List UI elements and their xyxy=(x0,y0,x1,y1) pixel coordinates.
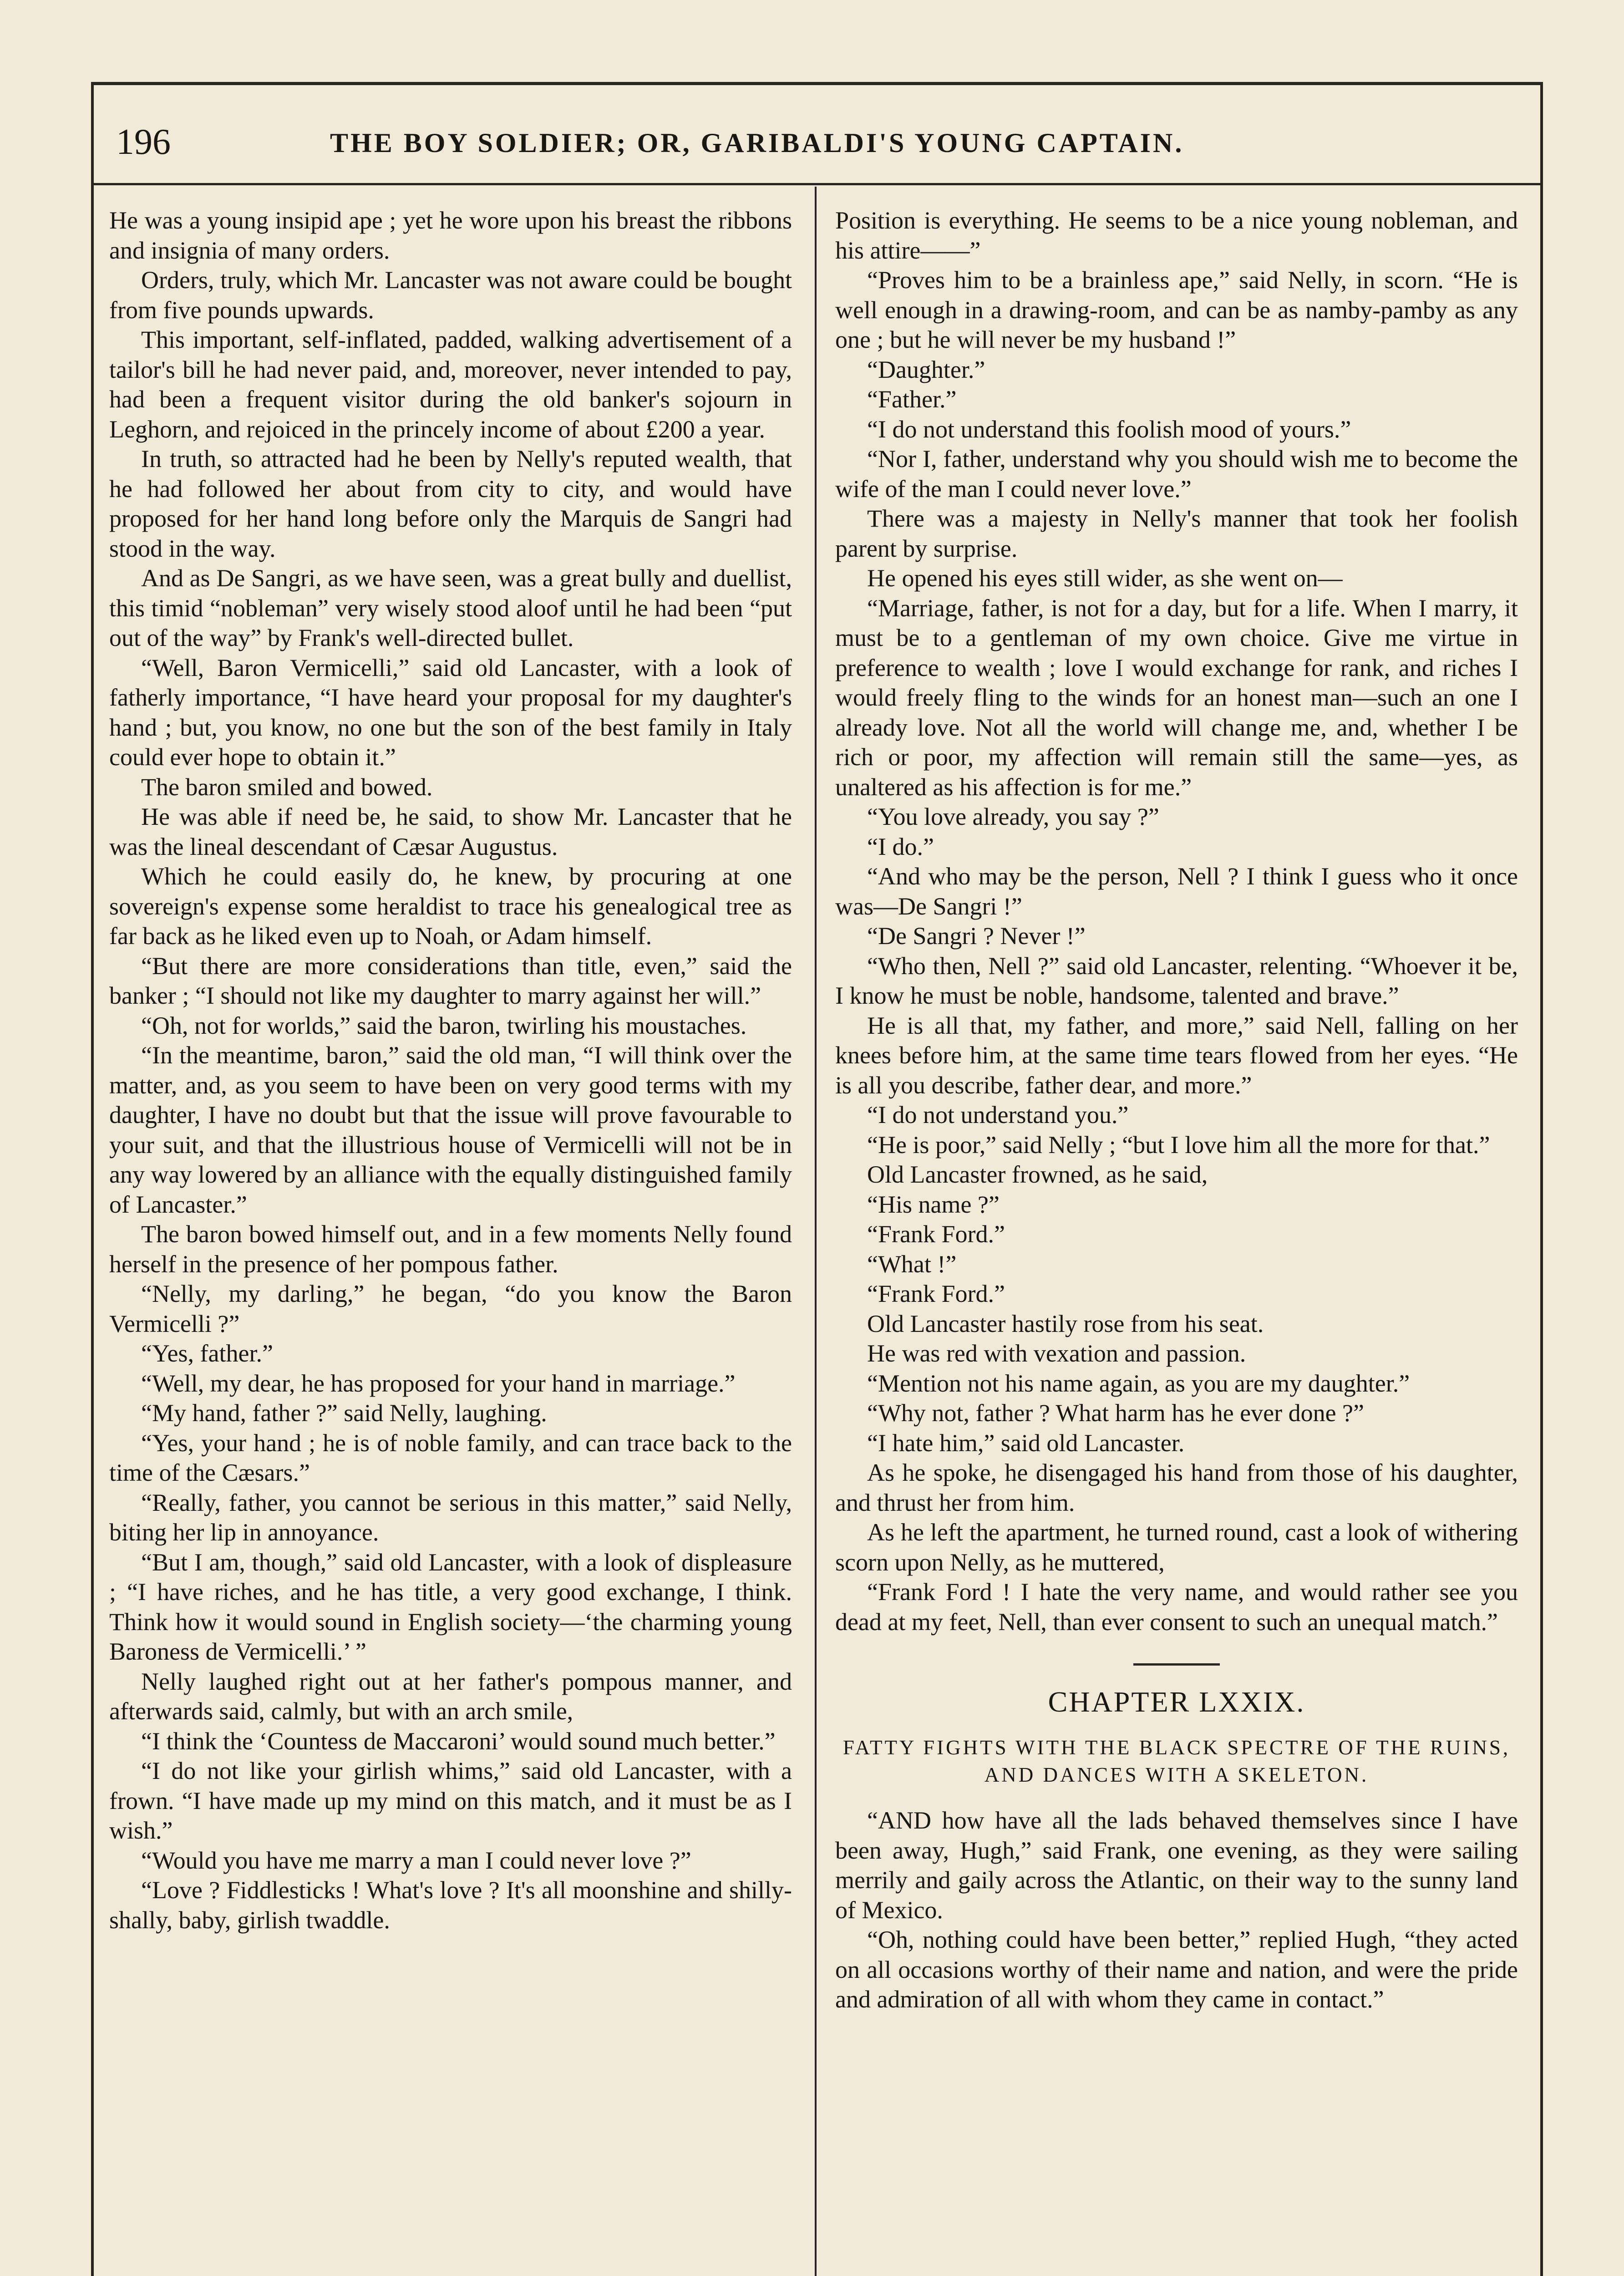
paragraph: “Yes, father.” xyxy=(141,1340,273,1367)
paragraph: “Well, my dear, he has proposed for your hand in marriage.” xyxy=(141,1369,736,1397)
paragraph: “But there are more considerations than title, even,” said the banker ; “I should not like my daughter to marry against her will.” xyxy=(109,952,792,1009)
paragraph: And as De Sangri, as we have seen, was a great bully and duellist, this timid “nobleman” very wisely stood aloof until he had been “put out of the way” by Frank's well-directed bullet. xyxy=(109,564,792,651)
paragraph: “You love already, you say ?” xyxy=(867,803,1159,830)
paragraph: There was a majesty in Nelly's manner that took her foolish parent by surprise. xyxy=(835,505,1518,562)
paragraph: “Marriage, father, is not for a day, but for a life. When I marry, it must be to a gentleman of my own choice. Give me virtue in preference to wealth ; love I would exchange for rank, and riches I would freely fling to the winds for an honest man—such an one I already love. Not all the world will change me, and, whether I be rich or poor, my affection will remain still the same—yes, as unaltered as his affection is for me.” xyxy=(835,594,1518,801)
paragraph: Which he could easily do, he knew, by procuring at one sovereign's expense some heraldist to trace his genealogical tree as far back as he liked even up to Noah, or Adam himself. xyxy=(109,863,792,950)
paragraph: “Frank Ford.” xyxy=(867,1220,1005,1248)
paragraph: As he spoke, he disengaged his hand from those of his daughter, and thrust her from him. xyxy=(835,1459,1518,1516)
paragraph: “Yes, your hand ; he is of noble family, and can trace back to the time of the Cæsars.” xyxy=(109,1429,792,1486)
paragraph: “What !” xyxy=(867,1250,957,1278)
paragraph: “Oh, not for worlds,” said the baron, twirling his moustaches. xyxy=(141,1011,747,1039)
column-divider xyxy=(815,187,817,2276)
paragraph: “I do not understand this foolish mood of yours.” xyxy=(867,415,1351,443)
paragraph: “Why not, father ? What harm has he ever done ?” xyxy=(867,1399,1364,1427)
paragraph: “De Sangri ? Never !” xyxy=(867,922,1086,950)
paragraph: “And who may be the person, Nell ? I think I guess who it once was—De Sangri !” xyxy=(835,863,1518,920)
left-column xyxy=(109,206,792,1935)
page-number: 196 xyxy=(116,122,171,162)
paragraph: “Frank Ford.” xyxy=(867,1280,1005,1307)
paragraph: “Nor I, father, understand why you should wish me to become the wife of the man I could never love.” xyxy=(835,445,1518,503)
paragraph: “I do.” xyxy=(867,833,934,860)
paragraph: He was a young insipid ape ; yet he wore upon his breast the ribbons and insignia of many orders. xyxy=(109,207,792,264)
paragraph: “Who then, Nell ?” said old Lancaster, relenting. “Whoever it be, I know he must be noble, handsome, talented and brave.” xyxy=(835,952,1518,1009)
paragraph: The baron bowed himself out, and in a few moments Nelly found herself in the presence of her pompous father. xyxy=(109,1220,792,1278)
header-rule xyxy=(91,183,1543,185)
paragraph: “In the meantime, baron,” said the old man, “I will think over the matter, and, as you seem to have been on very good terms with my daughter, I have no doubt but that the issue will prove favourable to your suit, and that the illustrious house of Vermicelli will not be in any way lowered by an alliance with the equally distinguished family of Lancaster.” xyxy=(109,1041,792,1218)
paragraph: “Father.” xyxy=(867,386,957,413)
paragraph: “Oh, nothing could have been better,” replied Hugh, “they acted on all occasions worthy of their name and nation, and were the pride and admiration of all with whom they came in contact.” xyxy=(835,1926,1518,2013)
paragraph: “I do not like your girlish whims,” said old Lancaster, with a frown. “I have made up my mind on this match, and it must be as I wish.” xyxy=(109,1757,792,1844)
paragraph: In truth, so attracted had he been by Nelly's reputed wealth, that he had followed her about from city to city, and would have proposed for her hand long before only the Marquis de Sangri had stood in the way. xyxy=(109,445,792,562)
paragraph: The baron smiled and bowed. xyxy=(141,773,433,801)
paragraph: “AND how have all the lads behaved themselves since I have been away, Hugh,” said Frank, one evening, as they were sailing merrily and gaily across the Atlantic, on their way to the sunny land of Mexico. xyxy=(835,1807,1518,1924)
paragraph: “But I am, though,” said old Lancaster, with a look of displeasure ; “I have riches, and he has title, a very good exchange, I think. Think how it would sound in English society—‘the charming young Baroness de Vermicelli.’ ” xyxy=(109,1548,792,1665)
paragraph: Old Lancaster frowned, as he said, xyxy=(867,1161,1208,1188)
paragraph: “I do not understand you.” xyxy=(867,1101,1129,1128)
section-rule xyxy=(1133,1663,1220,1666)
paragraph: “His name ?” xyxy=(867,1190,1000,1218)
paragraph: “Well, Baron Vermicelli,” said old Lancaster, with a look of fatherly importance, “I have heard your proposal for my daughter's hand ; but, you know, no one but the son of the best family in Italy could ever hope to obtain it.” xyxy=(109,654,792,771)
paragraph: He opened his eyes still wider, as she went on— xyxy=(867,564,1343,592)
paragraph: “Mention not his name again, as you are my daughter.” xyxy=(867,1369,1410,1397)
running-title: THE BOY SOLDIER; OR, GARIBALDI'S YOUNG CAPTAIN. xyxy=(330,128,1184,158)
paragraph: Orders, truly, which Mr. Lancaster was not aware could be bought from five pounds upwards. xyxy=(109,266,792,324)
paragraph: He was red with vexation and passion. xyxy=(867,1340,1246,1367)
paragraph: “Nelly, my darling,” he began, “do you know the Baron Vermicelli ?” xyxy=(109,1280,792,1337)
paragraph: He was able if need be, he said, to show Mr. Lancaster that he was the lineal descendant of Cæsar Augustus. xyxy=(109,803,792,860)
paragraph: “I think the ‘Countess de Maccaroni’ would sound much better.” xyxy=(141,1727,776,1755)
paragraph: “Would you have me marry a man I could never love ?” xyxy=(141,1846,691,1874)
paragraph: As he left the apartment, he turned round, cast a look of withering scorn upon Nelly, as he muttered, xyxy=(835,1519,1518,1576)
paragraph: “Really, father, you cannot be serious in this matter,” said Nelly, biting her lip in annoyance. xyxy=(109,1489,792,1546)
paragraph: He is all that, my father, and more,” said Nell, falling on her knees before him, at the same time tears flowed from her eyes. “He is all you describe, father dear, and more.” xyxy=(835,1011,1518,1099)
chapter-subtitle: FATTY FIGHTS WITH THE BLACK SPECTRE OF THE RUINS, AND DANCES WITH A SKELETON. xyxy=(842,1736,1511,1786)
paragraph: “Daughter.” xyxy=(867,356,985,383)
right-column xyxy=(835,206,1518,2015)
paragraph: Old Lancaster hastily rose from his seat. xyxy=(867,1310,1264,1337)
paragraph: “Proves him to be a brainless ape,” said Nelly, in scorn. “He is well enough in a drawing-room, and can be as namby-pamby as any one ; but he will never be my husband !” xyxy=(835,266,1518,353)
paragraph: “Frank Ford ! I hate the very name, and would rather see you dead at my feet, Nell, than ever consent to such an unequal match.” xyxy=(835,1578,1518,1636)
paragraph: “My hand, father ?” said Nelly, laughing. xyxy=(141,1399,547,1427)
page-header xyxy=(116,119,1470,178)
paragraph: “He is poor,” said Nelly ; “but I love him all the more for that.” xyxy=(867,1131,1490,1158)
paragraph: “Love ? Fiddlesticks ! What's love ? It's all moonshine and shilly-shally, baby, girlish twaddle. xyxy=(109,1876,792,1934)
paragraph: Nelly laughed right out at her father's pompous manner, and afterwards said, calmly, but with an arch smile, xyxy=(109,1667,792,1725)
chapter-heading: CHAPTER LXXIX. xyxy=(1048,1686,1305,1718)
paragraph: Position is everything. He seems to be a nice young nobleman, and his attire——” xyxy=(835,207,1518,264)
paragraph: “I hate him,” said old Lancaster. xyxy=(867,1429,1185,1457)
paragraph: This important, self-inflated, padded, walking advertisement of a tailor's bill he had never paid, and, moreover, never intended to pay, had been a frequent visitor during the old banker's sojourn in Leghorn, and rejoiced in the princely income of about £200 a year. xyxy=(109,326,792,443)
